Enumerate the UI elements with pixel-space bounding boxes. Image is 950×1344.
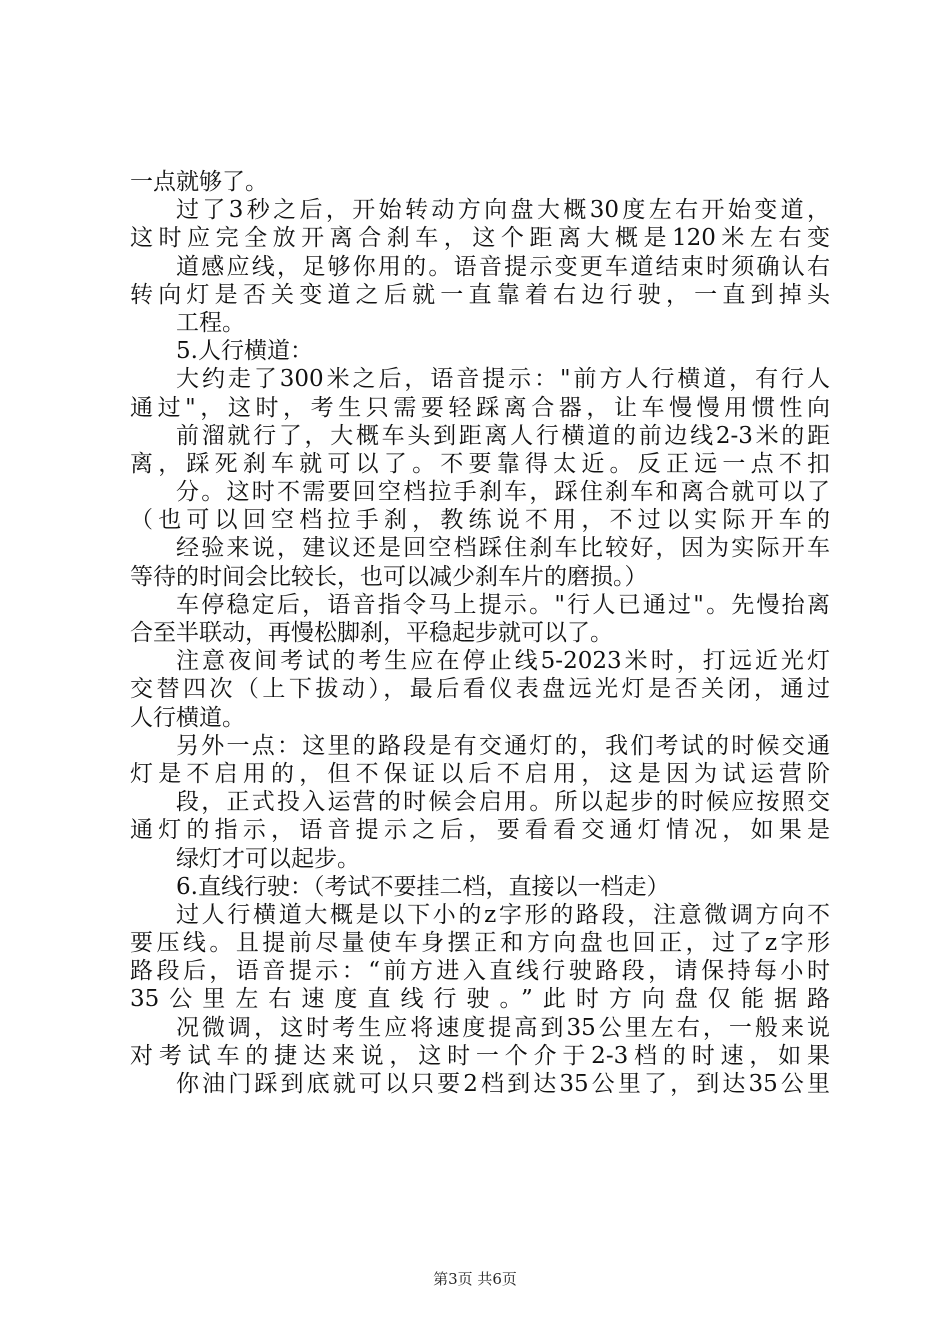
text-line: 大约走了300米之后，语音提示："前方人行横道，有行人 xyxy=(176,366,830,393)
text-line: 通过"，这时，考生只需要轻踩离合器，让车慢慢用惯性向 xyxy=(130,394,830,421)
text-line: 车停稳定后，语音指令马上提示。"行人已通过"。先慢抬离 xyxy=(176,591,830,618)
text-line: 经验来说，建议还是回空档踩住刹车比较好，因为实际开车 xyxy=(176,535,830,562)
text-line: 绿灯才可以起步。 xyxy=(176,845,360,872)
text-line: 注意夜间考试的考生应在停止线5-2023米时，打远近光灯 xyxy=(176,648,830,675)
text-line: （也可以回空档拉手刹，教练说不用，不过以实际开车的 xyxy=(130,507,830,534)
text-line: 你油门踩到底就可以只要2档到达35公里了，到达35公里 xyxy=(176,1071,830,1097)
text-line: 这时应完全放开离合刹车，这个距离大概是120米左右变 xyxy=(130,225,830,252)
text-line: 段，正式投入运营的时候会启用。所以起步的时候应按照交 xyxy=(176,789,830,816)
text-line: 路段后，语音提示：“前方进入直线行驶路段，请保持每小时 xyxy=(130,958,830,985)
text-line: 人行横道。 xyxy=(130,704,245,731)
text-line: 前溜就行了，大概车头到距离人行横道的前边线2-3米的距 xyxy=(176,422,830,449)
text-line: 离，踩死刹车就可以了。不要靠得太近。反正远一点不扣 xyxy=(130,450,830,477)
text-line: 况微调，这时考生应将速度提高到35公里左右，一般来说 xyxy=(176,1014,830,1041)
page-number: 第3页 共6页 xyxy=(433,1270,517,1288)
text-line: 交替四次（上下拔动），最后看仪表盘远光灯是否关闭，通过 xyxy=(130,676,830,703)
text-line: 工程。 xyxy=(176,309,245,336)
text-line: 道感应线，足够你用的。语音提示变更车道结束时须确认右 xyxy=(176,253,830,280)
text-line: 过了3秒之后，开始转动方向盘大概30度左右开始变道， xyxy=(176,197,830,224)
section-heading: 5.人行横道： xyxy=(176,338,313,365)
text-line: 要压线。且提前尽量使车身摆正和方向盘也回正，过了z字形 xyxy=(130,930,830,957)
section-heading: 6.直线行驶：（考试不要挂二档，直接以一档走） xyxy=(176,873,670,900)
text-line: 分。这时不需要回空档拉手刹车，踩住刹车和离合就可以了 xyxy=(176,479,830,506)
text-line: 灯是不启用的，但不保证以后不启用，这是因为试运营阶 xyxy=(130,760,830,787)
body-text xyxy=(130,168,830,1098)
text-line: 35公里左右速度直线行驶。”此时方向盘仅能据路 xyxy=(130,986,830,1013)
text-line: 过人行横道大概是以下小的z字形的路段，注意微调方向不 xyxy=(176,901,830,928)
text-line: 等待的时间会比较长，也可以减少刹车片的磨损。） xyxy=(130,563,648,590)
text-line: 另外一点：这里的路段是有交通灯的，我们考试的时候交通 xyxy=(176,732,830,759)
text-line: 转向灯是否关变道之后就一直靠着右边行驶，一直到掉头 xyxy=(130,281,830,308)
text-line: 对考试车的捷达来说，这时一个介于2-3档的时速，如果 xyxy=(130,1042,830,1069)
text-line: 通灯的指示，语音提示之后，要看看交通灯情况，如果是 xyxy=(130,817,830,844)
text-line: 合至半联动，再慢松脚刹，平稳起步就可以了。 xyxy=(130,620,613,646)
text-line: 一点就够了。 xyxy=(130,169,268,195)
